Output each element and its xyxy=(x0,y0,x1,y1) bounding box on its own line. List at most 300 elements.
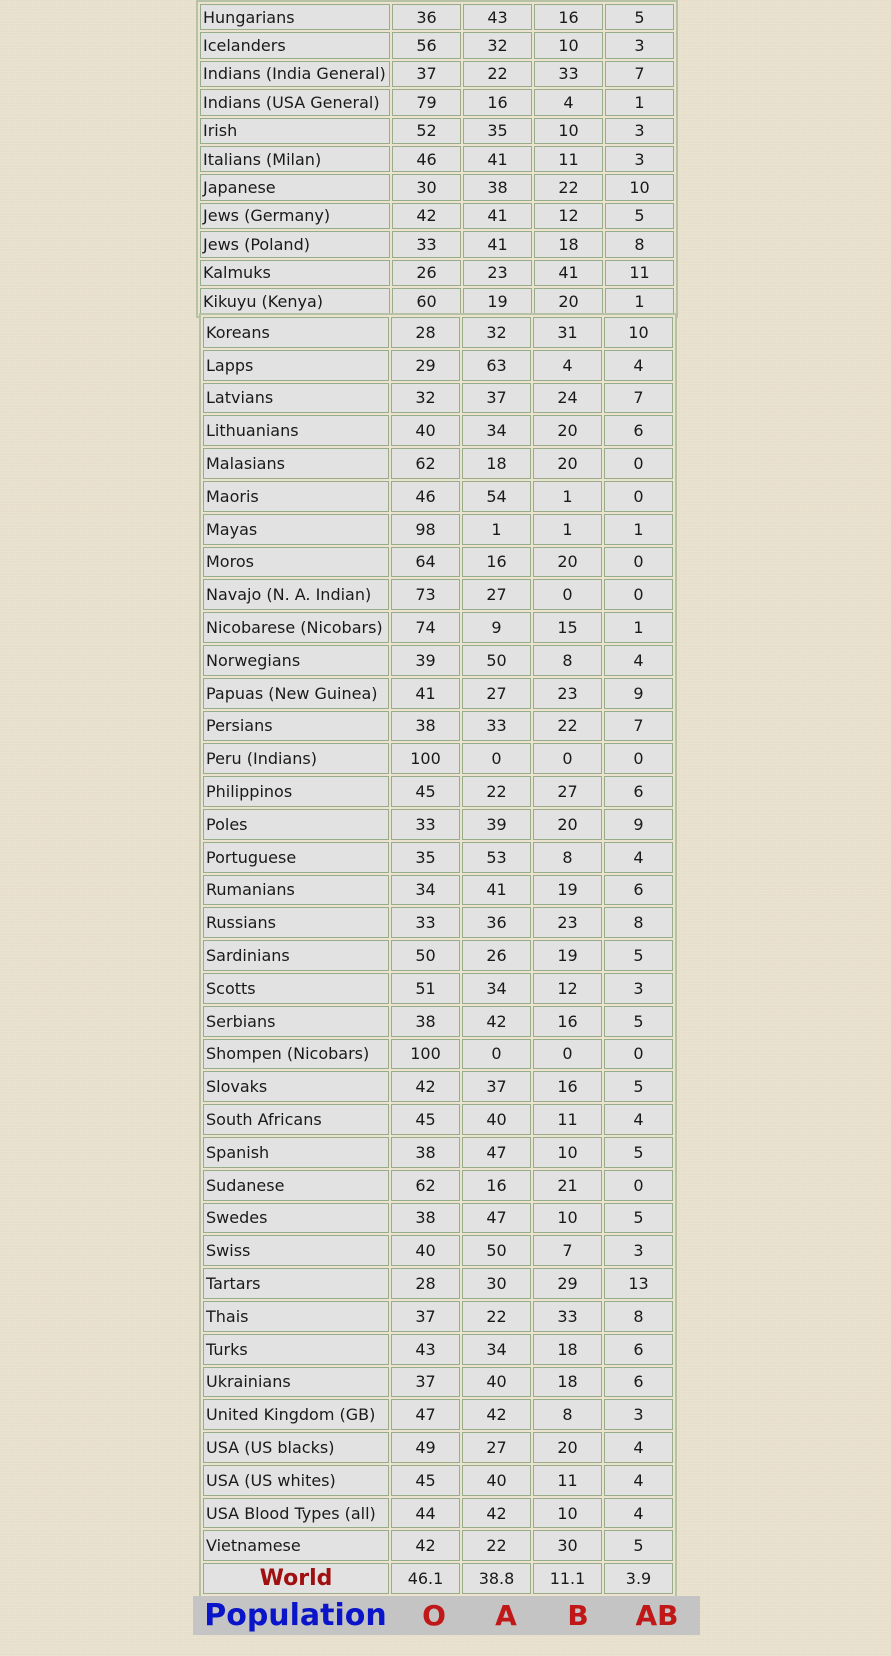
a-value-cell: 41 xyxy=(463,203,532,229)
b-value-cell: 4 xyxy=(534,89,603,115)
country-cell: Indians (India General) xyxy=(200,61,390,87)
b-value-cell: 41 xyxy=(534,260,603,286)
world-b-value: 11.1 xyxy=(533,1563,602,1594)
ab-value-cell: 6 xyxy=(604,1334,673,1365)
table-row xyxy=(200,288,674,314)
o-value-cell: 30 xyxy=(392,174,461,200)
o-value-cell: 35 xyxy=(391,842,460,873)
o-value-cell: 98 xyxy=(391,514,460,545)
ab-value-cell: 5 xyxy=(604,1006,673,1037)
a-header: A xyxy=(495,1599,517,1632)
table-top-body xyxy=(200,4,674,314)
country-cell: Hungarians xyxy=(200,4,390,30)
ab-value-cell: 0 xyxy=(604,547,673,578)
ab-value-cell: 0 xyxy=(604,481,673,512)
b-value-cell: 0 xyxy=(533,579,602,610)
country-cell: Philippinos xyxy=(203,776,389,807)
o-value-cell: 38 xyxy=(391,1203,460,1234)
o-value-cell: 46 xyxy=(391,481,460,512)
country-cell: Mayas xyxy=(203,514,389,545)
ab-value-cell: 3 xyxy=(605,146,674,172)
b-value-cell: 27 xyxy=(533,776,602,807)
a-value-cell: 9 xyxy=(462,612,531,643)
blood-type-table-main xyxy=(199,313,677,1598)
o-value-cell: 33 xyxy=(392,231,461,257)
country-cell: Lithuanians xyxy=(203,415,389,446)
b-value-cell: 16 xyxy=(533,1071,602,1102)
table-row xyxy=(203,809,673,840)
ab-value-cell: 0 xyxy=(604,579,673,610)
a-value-cell: 33 xyxy=(462,711,531,742)
ab-value-cell: 3 xyxy=(604,1235,673,1266)
table-row xyxy=(200,203,674,229)
world-label: World xyxy=(203,1563,389,1594)
b-value-cell: 20 xyxy=(533,809,602,840)
world-ab-value: 3.9 xyxy=(604,1563,673,1594)
country-cell: Papuas (New Guinea) xyxy=(203,678,389,709)
country-cell: Navajo (N. A. Indian) xyxy=(203,579,389,610)
ab-value-cell: 3 xyxy=(605,32,674,58)
b-value-cell: 1 xyxy=(533,514,602,545)
a-value-cell: 54 xyxy=(462,481,531,512)
a-value-cell: 40 xyxy=(462,1465,531,1496)
table-row xyxy=(203,907,673,938)
table-row xyxy=(203,1104,673,1135)
country-cell: Jews (Poland) xyxy=(200,231,390,257)
o-value-cell: 100 xyxy=(391,743,460,774)
a-value-cell: 16 xyxy=(463,89,532,115)
table-row xyxy=(203,1334,673,1365)
ab-value-cell: 4 xyxy=(604,1498,673,1529)
ab-value-cell: 8 xyxy=(605,231,674,257)
world-row xyxy=(203,1563,673,1594)
country-cell: USA (US blacks) xyxy=(203,1432,389,1463)
a-value-cell: 26 xyxy=(462,940,531,971)
b-value-cell: 20 xyxy=(534,288,603,314)
country-cell: Poles xyxy=(203,809,389,840)
a-value-cell: 39 xyxy=(462,809,531,840)
a-value-cell: 22 xyxy=(462,1301,531,1332)
table-row xyxy=(200,118,674,144)
country-cell: Indians (USA General) xyxy=(200,89,390,115)
a-value-cell: 30 xyxy=(462,1268,531,1299)
table-row xyxy=(203,743,673,774)
o-value-cell: 46 xyxy=(392,146,461,172)
o-value-cell: 33 xyxy=(391,809,460,840)
country-cell: Malasians xyxy=(203,448,389,479)
a-value-cell: 53 xyxy=(462,842,531,873)
a-value-cell: 32 xyxy=(462,317,531,348)
ab-value-cell: 9 xyxy=(604,678,673,709)
country-cell: United Kingdom (GB) xyxy=(203,1399,389,1430)
a-value-cell: 42 xyxy=(462,1498,531,1529)
country-cell: Thais xyxy=(203,1301,389,1332)
country-cell: Slovaks xyxy=(203,1071,389,1102)
a-value-cell: 34 xyxy=(462,973,531,1004)
o-value-cell: 52 xyxy=(392,118,461,144)
country-cell: Latvians xyxy=(203,383,389,414)
a-value-cell: 50 xyxy=(462,645,531,676)
o-value-cell: 45 xyxy=(391,1104,460,1135)
b-value-cell: 11 xyxy=(534,146,603,172)
b-value-cell: 23 xyxy=(533,907,602,938)
ab-value-cell: 5 xyxy=(604,1137,673,1168)
ab-value-cell: 5 xyxy=(604,1203,673,1234)
b-value-cell: 33 xyxy=(533,1301,602,1332)
ab-value-cell: 5 xyxy=(604,1530,673,1561)
country-cell: Rumanians xyxy=(203,875,389,906)
table-row xyxy=(203,875,673,906)
ab-value-cell: 7 xyxy=(604,383,673,414)
table-row xyxy=(203,350,673,381)
table-row xyxy=(203,1301,673,1332)
table-row xyxy=(203,1137,673,1168)
o-value-cell: 42 xyxy=(391,1530,460,1561)
table-row xyxy=(203,1465,673,1496)
b-value-cell: 29 xyxy=(533,1268,602,1299)
o-value-cell: 38 xyxy=(391,1137,460,1168)
o-value-cell: 28 xyxy=(391,1268,460,1299)
ab-header: AB xyxy=(635,1599,679,1632)
o-value-cell: 29 xyxy=(391,350,460,381)
table-row xyxy=(203,415,673,446)
o-value-cell: 38 xyxy=(391,711,460,742)
o-value-cell: 74 xyxy=(391,612,460,643)
b-value-cell: 0 xyxy=(533,743,602,774)
country-cell: Scotts xyxy=(203,973,389,1004)
b-value-cell: 20 xyxy=(533,448,602,479)
ab-value-cell: 11 xyxy=(605,260,674,286)
country-cell: Serbians xyxy=(203,1006,389,1037)
country-cell: Peru (Indians) xyxy=(203,743,389,774)
o-value-cell: 50 xyxy=(391,940,460,971)
a-value-cell: 42 xyxy=(462,1006,531,1037)
a-value-cell: 1 xyxy=(462,514,531,545)
a-value-cell: 19 xyxy=(463,288,532,314)
a-value-cell: 16 xyxy=(462,547,531,578)
a-value-cell: 41 xyxy=(463,231,532,257)
table-row xyxy=(203,383,673,414)
o-value-cell: 40 xyxy=(391,1235,460,1266)
a-value-cell: 43 xyxy=(463,4,532,30)
o-value-cell: 34 xyxy=(391,875,460,906)
world-a-value: 38.8 xyxy=(462,1563,531,1594)
o-value-cell: 37 xyxy=(392,61,461,87)
b-value-cell: 7 xyxy=(533,1235,602,1266)
a-value-cell: 27 xyxy=(462,1432,531,1463)
a-value-cell: 16 xyxy=(462,1170,531,1201)
blood-type-table-top xyxy=(196,0,678,318)
o-value-cell: 49 xyxy=(391,1432,460,1463)
ab-value-cell: 4 xyxy=(604,350,673,381)
country-cell: Koreans xyxy=(203,317,389,348)
country-cell: Turks xyxy=(203,1334,389,1365)
b-value-cell: 12 xyxy=(533,973,602,1004)
o-value-cell: 73 xyxy=(391,579,460,610)
table-row xyxy=(200,32,674,58)
country-cell: Persians xyxy=(203,711,389,742)
ab-value-cell: 13 xyxy=(604,1268,673,1299)
o-value-cell: 79 xyxy=(392,89,461,115)
table-row xyxy=(203,1235,673,1266)
o-value-cell: 45 xyxy=(391,1465,460,1496)
table-row xyxy=(203,1432,673,1463)
a-value-cell: 27 xyxy=(462,678,531,709)
b-value-cell: 10 xyxy=(533,1498,602,1529)
b-value-cell: 16 xyxy=(533,1006,602,1037)
table-row xyxy=(203,645,673,676)
ab-value-cell: 1 xyxy=(605,288,674,314)
ab-value-cell: 1 xyxy=(605,89,674,115)
table-row xyxy=(203,1268,673,1299)
ab-value-cell: 10 xyxy=(604,317,673,348)
table-row xyxy=(200,231,674,257)
b-value-cell: 8 xyxy=(533,645,602,676)
o-value-cell: 43 xyxy=(391,1334,460,1365)
table-row xyxy=(203,481,673,512)
a-value-cell: 41 xyxy=(462,875,531,906)
o-value-cell: 42 xyxy=(391,1071,460,1102)
ab-value-cell: 0 xyxy=(604,743,673,774)
country-cell: Irish xyxy=(200,118,390,144)
ab-value-cell: 5 xyxy=(604,940,673,971)
table-row xyxy=(200,61,674,87)
a-value-cell: 34 xyxy=(462,1334,531,1365)
country-cell: Sardinians xyxy=(203,940,389,971)
b-value-cell: 22 xyxy=(533,711,602,742)
o-value-cell: 39 xyxy=(391,645,460,676)
table-row xyxy=(203,678,673,709)
table-row xyxy=(203,940,673,971)
a-value-cell: 34 xyxy=(462,415,531,446)
table-row xyxy=(200,174,674,200)
table-row xyxy=(200,4,674,30)
table-row xyxy=(200,260,674,286)
a-value-cell: 40 xyxy=(462,1104,531,1135)
a-value-cell: 18 xyxy=(462,448,531,479)
ab-value-cell: 4 xyxy=(604,1432,673,1463)
table-row xyxy=(203,1367,673,1398)
ab-value-cell: 8 xyxy=(604,907,673,938)
o-value-cell: 45 xyxy=(391,776,460,807)
b-value-cell: 11 xyxy=(533,1465,602,1496)
a-value-cell: 23 xyxy=(463,260,532,286)
o-value-cell: 62 xyxy=(391,1170,460,1201)
table-row xyxy=(203,1071,673,1102)
o-value-cell: 32 xyxy=(391,383,460,414)
country-cell: USA (US whites) xyxy=(203,1465,389,1496)
country-cell: Shompen (Nicobars) xyxy=(203,1039,389,1070)
country-cell: Kalmuks xyxy=(200,260,390,286)
table-row xyxy=(203,1399,673,1430)
ab-value-cell: 1 xyxy=(604,514,673,545)
o-value-cell: 41 xyxy=(391,678,460,709)
ab-value-cell: 3 xyxy=(605,118,674,144)
b-value-cell: 31 xyxy=(533,317,602,348)
o-header: O xyxy=(422,1599,446,1632)
table-row xyxy=(203,1498,673,1529)
b-value-cell: 0 xyxy=(533,1039,602,1070)
country-cell: Ukrainians xyxy=(203,1367,389,1398)
a-value-cell: 35 xyxy=(463,118,532,144)
country-cell: South Africans xyxy=(203,1104,389,1135)
ab-value-cell: 7 xyxy=(604,711,673,742)
b-value-cell: 10 xyxy=(534,118,603,144)
table-row xyxy=(203,973,673,1004)
ab-value-cell: 1 xyxy=(604,612,673,643)
table-row xyxy=(200,146,674,172)
table-row xyxy=(203,1203,673,1234)
table-row xyxy=(203,1006,673,1037)
o-value-cell: 62 xyxy=(391,448,460,479)
b-value-cell: 20 xyxy=(533,415,602,446)
table-row xyxy=(203,776,673,807)
b-value-cell: 12 xyxy=(534,203,603,229)
country-cell: Icelanders xyxy=(200,32,390,58)
table-row xyxy=(203,842,673,873)
ab-value-cell: 9 xyxy=(604,809,673,840)
b-value-cell: 23 xyxy=(533,678,602,709)
o-value-cell: 36 xyxy=(392,4,461,30)
a-value-cell: 22 xyxy=(463,61,532,87)
country-cell: Sudanese xyxy=(203,1170,389,1201)
table-row xyxy=(203,448,673,479)
ab-value-cell: 6 xyxy=(604,875,673,906)
b-value-cell: 33 xyxy=(534,61,603,87)
table-row xyxy=(200,89,674,115)
country-cell: Swiss xyxy=(203,1235,389,1266)
a-value-cell: 22 xyxy=(462,776,531,807)
country-cell: Maoris xyxy=(203,481,389,512)
a-value-cell: 37 xyxy=(462,383,531,414)
b-value-cell: 24 xyxy=(533,383,602,414)
a-value-cell: 47 xyxy=(462,1137,531,1168)
b-value-cell: 20 xyxy=(533,547,602,578)
a-value-cell: 47 xyxy=(462,1203,531,1234)
b-value-cell: 8 xyxy=(533,1399,602,1430)
ab-value-cell: 7 xyxy=(605,61,674,87)
a-value-cell: 32 xyxy=(463,32,532,58)
country-cell: Kikuyu (Kenya) xyxy=(200,288,390,314)
ab-value-cell: 6 xyxy=(604,776,673,807)
a-value-cell: 0 xyxy=(462,743,531,774)
ab-value-cell: 0 xyxy=(604,1039,673,1070)
country-cell: Japanese xyxy=(200,174,390,200)
country-cell: Nicobarese (Nicobars) xyxy=(203,612,389,643)
o-value-cell: 40 xyxy=(391,415,460,446)
country-cell: Spanish xyxy=(203,1137,389,1168)
a-value-cell: 50 xyxy=(462,1235,531,1266)
world-o-value: 46.1 xyxy=(391,1563,460,1594)
b-value-cell: 30 xyxy=(533,1530,602,1561)
ab-value-cell: 3 xyxy=(604,1399,673,1430)
b-value-cell: 20 xyxy=(533,1432,602,1463)
ab-value-cell: 4 xyxy=(604,1104,673,1135)
b-value-cell: 4 xyxy=(533,350,602,381)
table-main-body xyxy=(203,317,673,1594)
ab-value-cell: 0 xyxy=(604,1170,673,1201)
country-cell: Italians (Milan) xyxy=(200,146,390,172)
b-value-cell: 22 xyxy=(534,174,603,200)
b-value-cell: 10 xyxy=(534,32,603,58)
country-cell: Tartars xyxy=(203,1268,389,1299)
b-value-cell: 18 xyxy=(533,1334,602,1365)
ab-value-cell: 5 xyxy=(605,203,674,229)
o-value-cell: 42 xyxy=(392,203,461,229)
table-row xyxy=(203,579,673,610)
country-cell: USA Blood Types (all) xyxy=(203,1498,389,1529)
o-value-cell: 56 xyxy=(392,32,461,58)
country-cell: Jews (Germany) xyxy=(200,203,390,229)
o-value-cell: 47 xyxy=(391,1399,460,1430)
country-cell: Lapps xyxy=(203,350,389,381)
o-value-cell: 38 xyxy=(391,1006,460,1037)
ab-value-cell: 5 xyxy=(605,4,674,30)
o-value-cell: 64 xyxy=(391,547,460,578)
b-value-cell: 21 xyxy=(533,1170,602,1201)
o-value-cell: 51 xyxy=(391,973,460,1004)
country-cell: Vietnamese xyxy=(203,1530,389,1561)
o-value-cell: 100 xyxy=(391,1039,460,1070)
table-row xyxy=(203,317,673,348)
b-value-cell: 18 xyxy=(533,1367,602,1398)
country-cell: Swedes xyxy=(203,1203,389,1234)
b-value-cell: 15 xyxy=(533,612,602,643)
o-value-cell: 33 xyxy=(391,907,460,938)
b-value-cell: 11 xyxy=(533,1104,602,1135)
a-value-cell: 42 xyxy=(462,1399,531,1430)
column-header-bar xyxy=(193,1596,700,1635)
country-cell: Russians xyxy=(203,907,389,938)
o-value-cell: 60 xyxy=(392,288,461,314)
country-cell: Norwegians xyxy=(203,645,389,676)
b-value-cell: 19 xyxy=(533,875,602,906)
o-value-cell: 28 xyxy=(391,317,460,348)
b-value-cell: 18 xyxy=(534,231,603,257)
a-value-cell: 63 xyxy=(462,350,531,381)
population-header: Population xyxy=(204,1598,387,1633)
country-cell: Portuguese xyxy=(203,842,389,873)
ab-value-cell: 8 xyxy=(604,1301,673,1332)
ab-value-cell: 0 xyxy=(604,448,673,479)
b-value-cell: 19 xyxy=(533,940,602,971)
ab-value-cell: 6 xyxy=(604,1367,673,1398)
b-header: B xyxy=(567,1599,589,1632)
table-row xyxy=(203,1170,673,1201)
ab-value-cell: 6 xyxy=(604,415,673,446)
b-value-cell: 8 xyxy=(533,842,602,873)
o-value-cell: 44 xyxy=(391,1498,460,1529)
o-value-cell: 37 xyxy=(391,1301,460,1332)
ab-value-cell: 4 xyxy=(604,1465,673,1496)
ab-value-cell: 4 xyxy=(604,842,673,873)
a-value-cell: 36 xyxy=(462,907,531,938)
table-row xyxy=(203,711,673,742)
o-value-cell: 37 xyxy=(391,1367,460,1398)
b-value-cell: 1 xyxy=(533,481,602,512)
ab-value-cell: 5 xyxy=(604,1071,673,1102)
b-value-cell: 10 xyxy=(533,1203,602,1234)
table-row xyxy=(203,612,673,643)
a-value-cell: 40 xyxy=(462,1367,531,1398)
ab-value-cell: 4 xyxy=(604,645,673,676)
table-row xyxy=(203,1530,673,1561)
a-value-cell: 41 xyxy=(463,146,532,172)
a-value-cell: 27 xyxy=(462,579,531,610)
b-value-cell: 10 xyxy=(533,1137,602,1168)
o-value-cell: 26 xyxy=(392,260,461,286)
a-value-cell: 38 xyxy=(463,174,532,200)
